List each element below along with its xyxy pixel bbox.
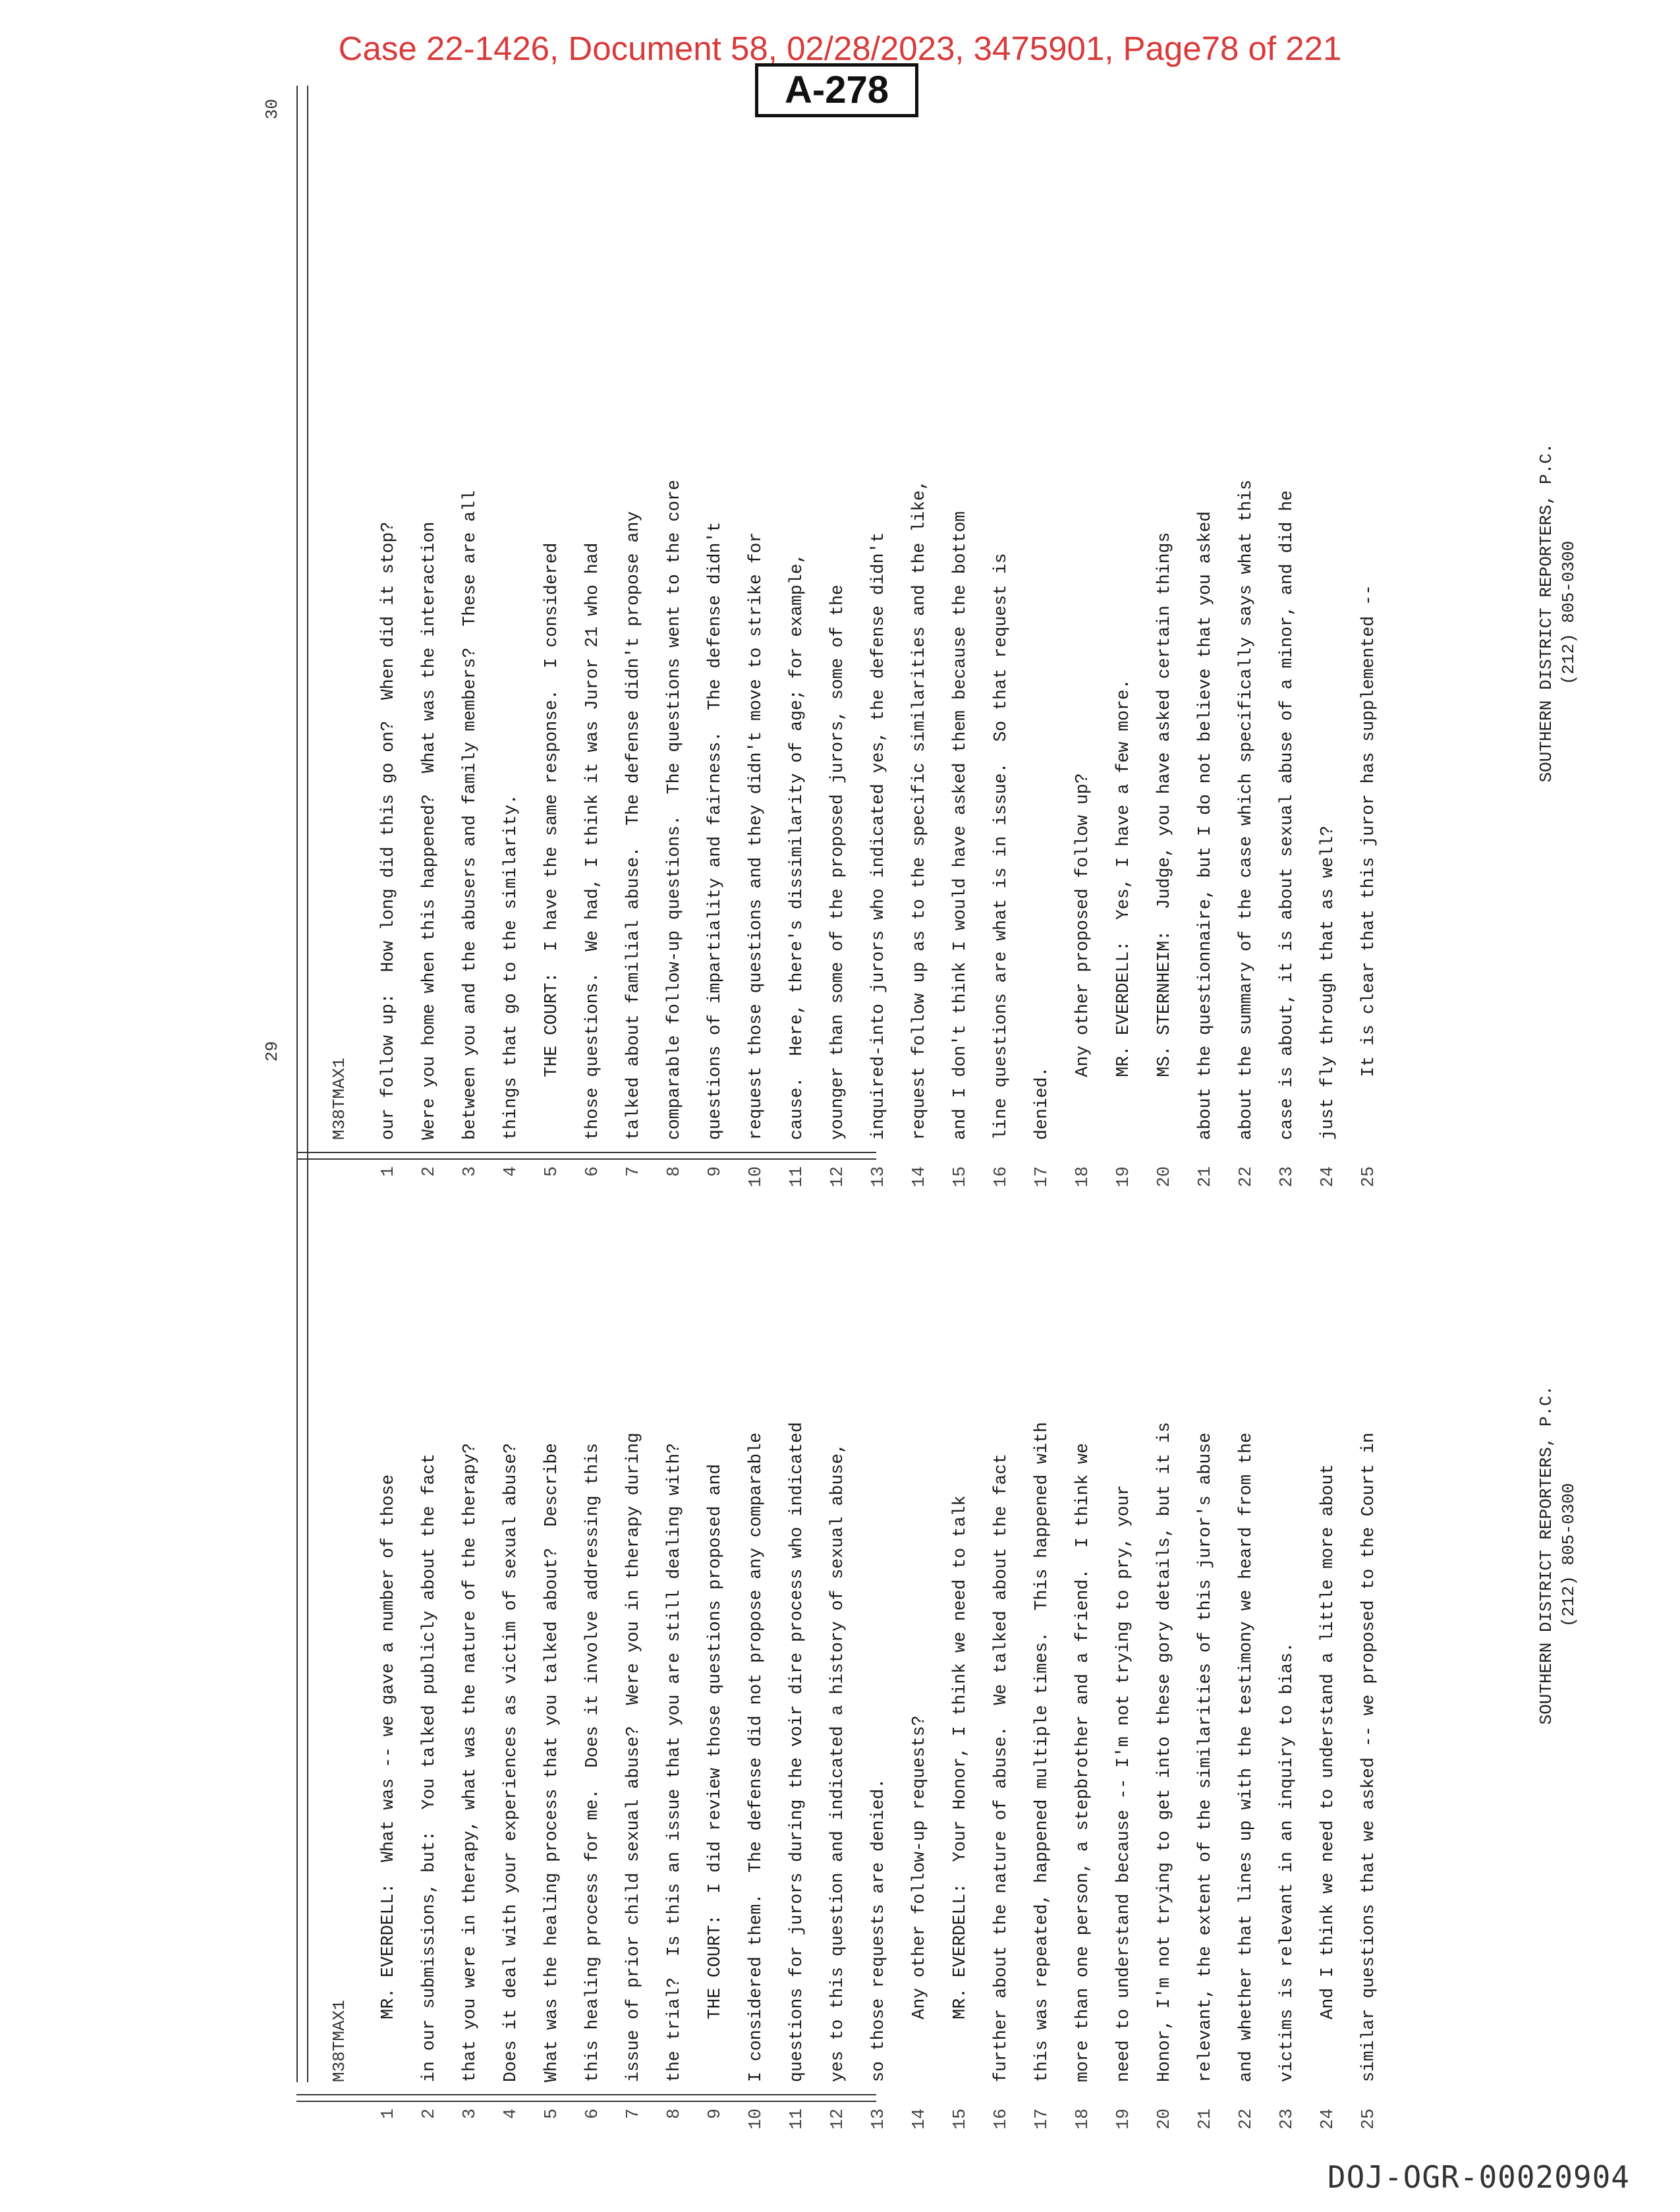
line-text: that you were in therapy, what was the nature of the therapy?: [460, 1442, 480, 2082]
line-text: and I don't think I would have asked them because the bottom: [950, 511, 970, 1140]
line-number: 9: [705, 1166, 725, 1177]
line-text: about the summary of the case which specifically says what this: [1236, 480, 1256, 1140]
line-number: 12: [827, 1166, 847, 1187]
line-number: 10: [746, 2109, 766, 2130]
transcript-lines: [368, 86, 1389, 1232]
transcript-line: [1021, 86, 1062, 1232]
line-number: 4: [501, 1166, 520, 1177]
line-text: MR. EVERDELL: Your Honor, I think we need to talk: [950, 1495, 970, 2082]
line-text: this healing process for me. Does it involve addressing this: [582, 1442, 602, 2082]
line-number: 19: [1113, 1166, 1133, 1187]
line-number: 17: [1032, 2109, 1051, 2130]
line-text: And I think we need to understand a little more about: [1318, 1463, 1337, 2082]
line-number: 21: [1195, 1166, 1215, 1187]
reporter-footer: [1535, 1028, 1580, 2082]
line-number: 7: [623, 1166, 643, 1177]
page-number: 29: [262, 1041, 282, 1062]
line-text: in our submissions, but: You talked publicly about the fact: [419, 1453, 439, 2082]
transcript-line: [1225, 86, 1266, 1232]
line-text: I considered them. The defense did not propose any comparable: [746, 1432, 766, 2082]
line-text: victims is relevant in an inquiry to bias.: [1277, 1642, 1297, 2082]
line-number: 5: [542, 2109, 561, 2119]
line-text: line questions are what is in issue. So that request is: [991, 553, 1011, 1140]
line-number: 13: [868, 1166, 888, 1187]
transcript-line: [654, 86, 694, 1232]
transcript-line: [817, 86, 858, 1232]
bates-number: DOJ-OGR-00020904: [1327, 2159, 1630, 2195]
transcript-line: [449, 86, 490, 1232]
transcript-line: [1062, 86, 1103, 1232]
transcript-line: [613, 86, 654, 1232]
line-number: 19: [1113, 2109, 1133, 2130]
line-number: 6: [582, 1166, 602, 1177]
line-number: 15: [950, 2109, 970, 2130]
reporter-name: SOUTHERN DISTRICT REPORTERS, P.C.: [1536, 1385, 1556, 1725]
line-number: 12: [827, 2109, 847, 2130]
transcript-line: [1307, 86, 1348, 1232]
line-text: request follow up as to the specific similarities and the like,: [909, 480, 929, 1140]
reporter-footer: [1535, 86, 1580, 1140]
transcript-line: [368, 86, 408, 1232]
line-number: 1: [378, 2109, 398, 2119]
line-number: 13: [868, 2109, 888, 2130]
line-number: 11: [787, 2109, 806, 2130]
transcript-line: [980, 86, 1021, 1232]
transcript-line: [735, 86, 776, 1232]
line-text: need to understand because -- I'm not trying to pry, your: [1113, 1485, 1133, 2082]
line-number: 7: [623, 2109, 643, 2119]
transcript-line: [776, 86, 817, 1232]
line-number: 11: [787, 1166, 806, 1187]
line-text: denied.: [1032, 1066, 1051, 1140]
line-number: 18: [1073, 2109, 1092, 2130]
line-number: 2: [419, 1166, 439, 1177]
transcript-line: [1266, 86, 1307, 1232]
transcript-line: [858, 86, 899, 1232]
transcript-line: [1103, 86, 1144, 1232]
page-number: 30: [262, 99, 282, 120]
line-number: 23: [1277, 2109, 1297, 2130]
line-number: 5: [542, 1166, 561, 1177]
transcript-page-30: [250, 86, 1579, 1232]
line-text: What was the healing process that you talked about? Describe: [542, 1442, 561, 2082]
line-number: 10: [746, 1166, 766, 1187]
line-number: 23: [1277, 1166, 1297, 1187]
line-number: 14: [909, 2109, 929, 2130]
line-text: things that go to the similarity.: [501, 794, 520, 1140]
line-number: 20: [1154, 2109, 1174, 2130]
line-text: so those requests are denied.: [868, 1778, 888, 2082]
line-text: cause. Here, there's dissimilarity of age; for example,: [787, 553, 806, 1140]
line-text: It is clear that this juror has supplemented --: [1358, 584, 1378, 1140]
line-text: Any other follow-up requests?: [909, 1715, 929, 2082]
line-number: 3: [460, 1166, 480, 1177]
line-number: 15: [950, 1166, 970, 1187]
line-number: 1: [378, 1166, 398, 1177]
line-text: comparable follow-up questions. The questions went to the core: [664, 480, 684, 1140]
line-text: yes to this question and indicated a history of sexual abuse,: [827, 1442, 847, 2082]
line-number: 2: [419, 2109, 439, 2119]
line-text: Does it deal with your experiences as victim of sexual abuse?: [501, 1442, 520, 2082]
line-number: 20: [1154, 1166, 1174, 1187]
line-number: 8: [664, 2109, 684, 2119]
exhibit-label: A-278: [755, 63, 918, 117]
line-number: 24: [1318, 2109, 1337, 2130]
line-text: Were you home when this happened? What was the interaction: [419, 521, 439, 1140]
line-text: issue of prior child sexual abuse? Were you in therapy during: [623, 1432, 643, 2082]
line-text: THE COURT: I did review those questions proposed and: [705, 1463, 725, 2082]
line-text: MR. EVERDELL: Yes, I have a few more.: [1113, 679, 1133, 1140]
transcript-line: [1144, 86, 1185, 1232]
line-text: about the questionnaire, but I do not believe that you asked: [1195, 511, 1215, 1140]
line-text: younger than some of the proposed jurors, some of the: [827, 584, 847, 1140]
line-text: our follow up: How long did this go on? When did it stop?: [378, 521, 398, 1140]
line-text: those questions. We had, I think it was Juror 21 who had: [582, 542, 602, 1140]
line-number: 24: [1318, 1166, 1337, 1187]
line-text: request those questions and they didn't move to strike for: [746, 532, 766, 1140]
line-text: inquired-into jurors who indicated yes, the defense didn't: [868, 532, 888, 1140]
transcript-line: [899, 86, 939, 1232]
line-text: questions for jurors during the voir dire process who indicated: [787, 1422, 806, 2082]
line-number: 21: [1195, 2109, 1215, 2130]
line-number: 16: [991, 1166, 1011, 1187]
transcript-line: [572, 86, 613, 1232]
line-number: 14: [909, 1166, 929, 1187]
line-number: 9: [705, 2109, 725, 2119]
line-number: 25: [1358, 1166, 1378, 1187]
transcript-line: [490, 86, 531, 1232]
transcript-line: [531, 86, 572, 1232]
transcript-line: [408, 86, 449, 1232]
line-number: 6: [582, 2109, 602, 2119]
line-text: Any other proposed follow up?: [1073, 773, 1092, 1140]
line-text: the trial? Is this an issue that you are still dealing with?: [664, 1442, 684, 2082]
line-text: MS. STERNHEIM: Judge, you have asked certain things: [1154, 532, 1174, 1140]
line-text: talked about familial abuse. The defense didn't propose any: [623, 511, 643, 1140]
line-text: this was repeated, happened multiple times. This happened with: [1032, 1422, 1051, 2082]
line-number: 8: [664, 1166, 684, 1177]
line-number: 25: [1358, 2109, 1378, 2130]
line-number: 17: [1032, 1166, 1051, 1187]
line-number: 22: [1236, 2109, 1256, 2130]
line-text: THE COURT: I have the same response. I considered: [542, 542, 561, 1140]
reporter-name: SOUTHERN DISTRICT REPORTERS, P.C.: [1536, 443, 1556, 783]
transcript-code: M38TMAX1: [329, 1058, 349, 1140]
transcript-line: [1185, 86, 1225, 1232]
transcript-line: [939, 86, 980, 1232]
line-text: Honor, I'm not trying to get into these gory details, but it is: [1154, 1422, 1174, 2082]
transcript-line: [694, 86, 735, 1232]
top-rule-double: [307, 86, 308, 1140]
line-number: 4: [501, 2109, 520, 2119]
transcript-code: M38TMAX1: [329, 2000, 349, 2082]
line-text: relevant, the extent of the similarities of this juror's abuse: [1195, 1432, 1215, 2082]
line-number: 16: [991, 2109, 1011, 2130]
reporter-phone: (212) 805-0300: [1559, 540, 1579, 685]
transcript-line: [1348, 86, 1389, 1232]
line-text: and whether that lines up with the testimony we heard from the: [1236, 1432, 1256, 2082]
line-number: 18: [1073, 1166, 1092, 1187]
line-text: just fly through that as well?: [1318, 825, 1337, 1140]
reporter-phone: (212) 805-0300: [1559, 1483, 1579, 1628]
line-text: further about the nature of abuse. We talked about the fact: [991, 1453, 1011, 2082]
line-text: MR. EVERDELL: What was -- we gave a number of those: [378, 1474, 398, 2082]
case-header: Case 22-1426, Document 58, 02/28/2023, 3475901, Page78 of 221: [338, 30, 1342, 67]
line-text: between you and the abusers and family members? These are all: [460, 490, 480, 1140]
line-text: similar questions that we asked -- we proposed to the Court in: [1358, 1432, 1378, 2082]
line-text: case is about, it is about sexual abuse of a minor, and did he: [1277, 490, 1297, 1140]
line-number: 22: [1236, 1166, 1256, 1187]
line-text: questions of impartiality and fairness. The defense didn't: [705, 521, 725, 1140]
top-rule: [296, 86, 298, 1140]
line-text: more than one person, a stepbrother and a friend. I think we: [1073, 1442, 1092, 2082]
line-number: 3: [460, 2109, 480, 2119]
